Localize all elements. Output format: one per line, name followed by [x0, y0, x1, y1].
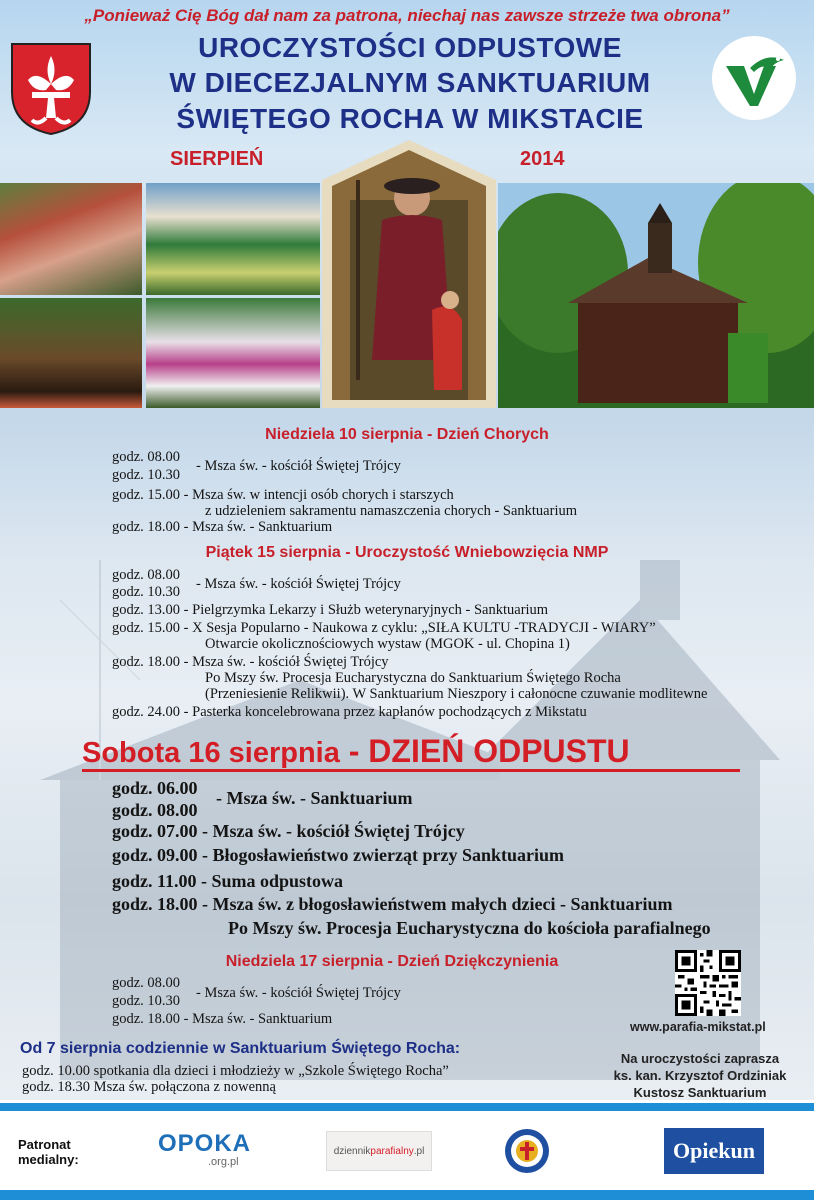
- opiekun-text: Opiekun: [673, 1138, 755, 1163]
- event-line: godz. 18.00 - Msza św. - Sanktuarium: [112, 519, 333, 535]
- title-line-3: ŚWIĘTEGO ROCHA W MIKSTACIE: [176, 103, 644, 134]
- time-label: godz. 10.30: [112, 584, 181, 600]
- event-line: z udzieleniem sakramentu namaszczenia chorych - Sanktuarium: [205, 503, 578, 519]
- parafialny-text: parafialny: [370, 1145, 414, 1157]
- media-patronage-label: [18, 1137, 79, 1167]
- event-line: godz. 13.00 - Pielgrzymka Lekarzy i Służb weterynaryjnych - Sanktuarium: [112, 602, 549, 618]
- patronat-line: medialny:: [18, 1152, 79, 1167]
- invite-line: ks. kan. Krzysztof Ordziniak: [613, 1068, 787, 1083]
- event-line: godz. 18.30 Msza św. połączona z nowenną: [22, 1079, 276, 1095]
- event-line: godz. 18.00 - Msza św. - kościół Świętej Trójcy: [112, 654, 389, 670]
- odpust-day: - DZIEŃ ODPUSTU: [339, 733, 630, 769]
- event-line: godz. 18.00 - Msza św. z błogosławieństwem małych dzieci - Sanktuarium: [112, 894, 673, 914]
- footer-divider: [0, 1103, 814, 1111]
- saturday-date: Sobota 16 sierpnia: [82, 737, 340, 769]
- time-label: godz. 08.00: [112, 800, 198, 820]
- year-label: 2014: [520, 148, 565, 170]
- dziennik-parafialny-logo[interactable]: [326, 1131, 432, 1171]
- event-line: godz. 15.00 - Msza św. w intencji osób chorych i starszych: [112, 487, 454, 503]
- time-label: godz. 06.00: [112, 778, 198, 798]
- event-line: (Przeniesienie Relikwii). W Sanktuarium Nieszpory i całonocne czuwanie modlitewne: [205, 686, 708, 702]
- time-label: godz. 08.00: [112, 975, 181, 991]
- title-line-2: W DIECEZJALNYM SANKTUARIUM: [169, 67, 651, 98]
- parish-website-link[interactable]: www.parafia-mikstat.pl: [630, 1020, 766, 1034]
- event-line: godz. 11.00 - Suma odpustowa: [112, 871, 344, 891]
- time-label: godz. 08.00: [112, 449, 181, 465]
- qr-code[interactable]: [675, 950, 741, 1016]
- section-title-daily: Od 7 sierpnia codziennie w Sanktuarium Świętego Rocha:: [20, 1040, 461, 1057]
- event-text: - Msza św. - kościół Świętej Trójcy: [196, 985, 401, 1001]
- event-line: Po Mszy św. Procesja Eucharystyczna do Sanktuarium Świętego Rocha: [205, 670, 621, 686]
- event-line: godz. 10.00 spotkania dla dzieci i młodzieży w „Szkole Świętego Rocha”: [22, 1063, 449, 1079]
- event-line: godz. 07.00 - Msza św. - kościół Świętej Trójcy: [112, 821, 465, 841]
- opoka-name: OPOKA: [158, 1130, 252, 1157]
- invite-line: Na uroczystości zaprasza: [620, 1051, 780, 1066]
- photo-horse-riders: [0, 298, 142, 408]
- title-underline: [82, 769, 740, 772]
- section-title-friday-15: Piątek 15 sierpnia - Uroczystość Wniebowzięcia NMP: [205, 544, 609, 561]
- patronat-line: Patronat: [18, 1137, 71, 1152]
- mikstat-coat-of-arms: [8, 40, 94, 136]
- veterinary-logo: [712, 36, 796, 120]
- opiekun-logo[interactable]: [664, 1128, 764, 1174]
- opoka-domain: .org.pl: [208, 1156, 239, 1168]
- diocese-seal-logo[interactable]: [504, 1128, 550, 1174]
- motto-quote: „Ponieważ Cię Bóg dał nam za patrona, niechaj nas zawsze strzeże twa obrona”: [84, 6, 730, 25]
- photo-crowd: [0, 183, 142, 295]
- event-line: godz. 15.00 - X Sesja Popularno - Naukowa z cyklu: „SIŁA KULTU -TRADYCJI - WIARY”: [112, 620, 656, 636]
- event-line: godz. 09.00 - Błogosławieństwo zwierząt przy Sanktuarium: [112, 845, 564, 865]
- invitation-signature: [590, 1050, 810, 1101]
- veterinary-emblem-icon: [712, 36, 796, 120]
- event-text: - Msza św. - Sanktuarium: [216, 788, 413, 808]
- event-line: godz. 24.00 - Pasterka koncelebrowana przez kapłanów pochodzących z Mikstatu: [112, 704, 587, 720]
- photo-altar-flowers: [146, 183, 320, 295]
- invite-line: Kustosz Sanktuarium: [633, 1085, 767, 1100]
- photo-wooden-church: [498, 183, 814, 408]
- time-label: godz. 10.30: [112, 467, 181, 483]
- section-title-saturday-16: [82, 733, 630, 770]
- time-label: godz. 10.30: [112, 993, 181, 1009]
- painting-saint-roch: [322, 140, 496, 408]
- section-title-sunday-10: Niedziela 10 sierpnia - Dzień Chorych: [265, 426, 549, 443]
- dziennik-domain: .pl: [413, 1145, 425, 1157]
- time-label: godz. 08.00: [112, 567, 181, 583]
- event-line: godz. 18.00 - Msza św. - Sanktuarium: [112, 1011, 333, 1027]
- event-line: Po Mszy św. Procesja Eucharystyczna do kościoła parafialnego: [228, 918, 711, 938]
- footer-bottom-band: [0, 1190, 814, 1200]
- section-title-sunday-17: Niedziela 17 sierpnia - Dzień Dziękczynienia: [225, 953, 559, 970]
- event-text: - Msza św. - kościół Świętej Trójcy: [196, 576, 401, 592]
- month-label: SIERPIEŃ: [170, 148, 264, 170]
- title-line-1: UROCZYSTOŚCI ODPUSTOWE: [198, 32, 622, 63]
- dziennik-text: dziennik: [333, 1145, 371, 1157]
- event-text: - Msza św. - kościół Świętej Trójcy: [196, 458, 401, 474]
- opoka-logo[interactable]: [158, 1128, 258, 1172]
- photo-bishops-procession: [146, 298, 320, 408]
- event-line: Otwarcie okolicznościowych wystaw (MGOK - ul. Chopina 1): [205, 636, 570, 652]
